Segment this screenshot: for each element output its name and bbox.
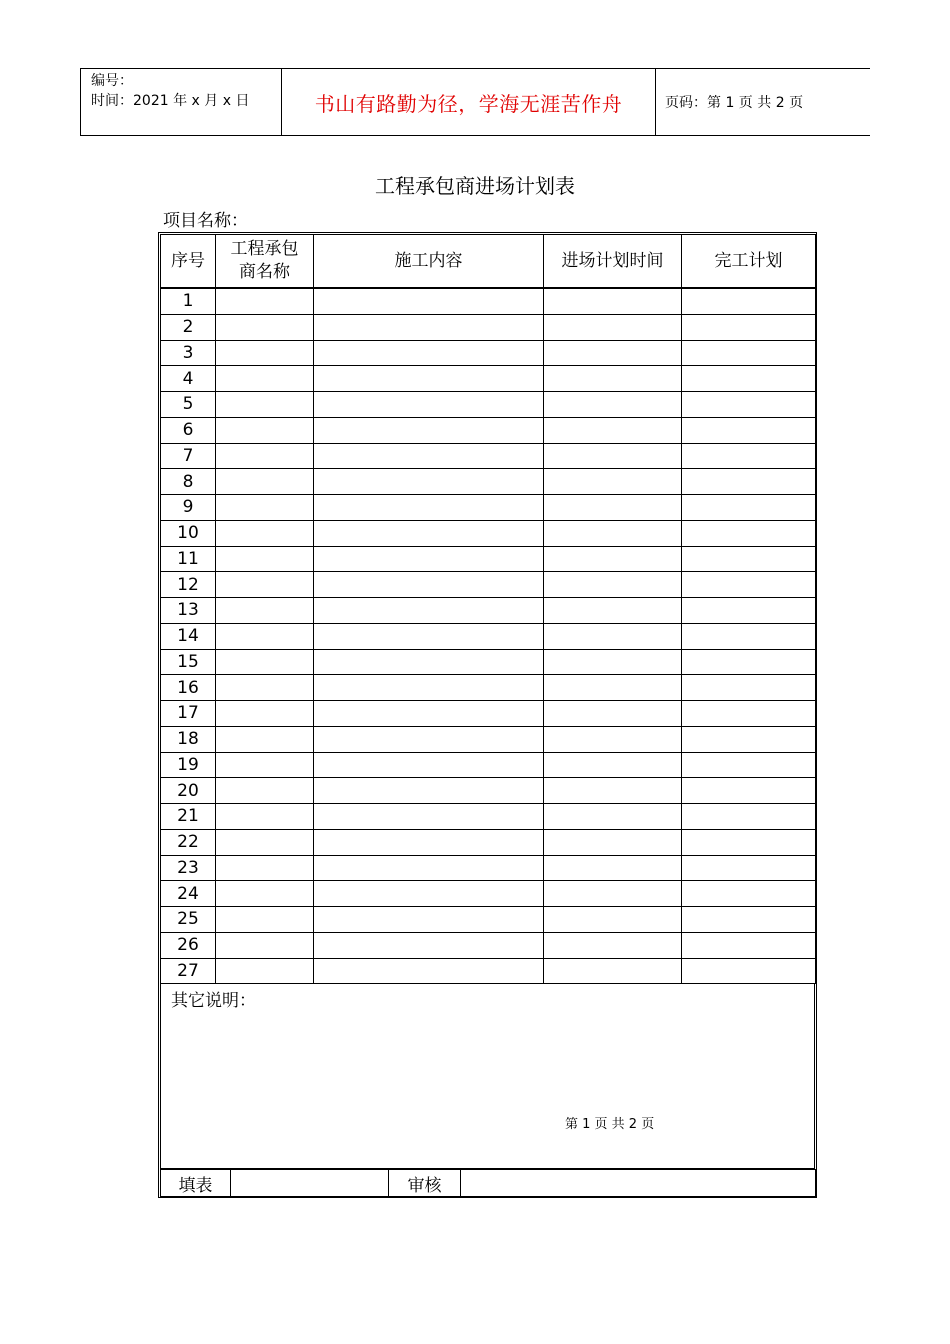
content-cell[interactable] xyxy=(314,726,544,752)
table-row xyxy=(161,958,816,984)
table-row xyxy=(161,804,816,830)
table-row xyxy=(161,443,816,469)
content-cell[interactable] xyxy=(314,598,544,624)
contractor-cell[interactable] xyxy=(216,392,314,418)
contractor-cell[interactable] xyxy=(216,855,314,881)
content-cell[interactable] xyxy=(314,752,544,778)
contractor-cell[interactable] xyxy=(216,804,314,830)
row-number: 11 xyxy=(161,546,216,572)
table-row xyxy=(161,752,816,778)
reviewer-label: 审核 xyxy=(389,1170,461,1197)
entry-time-cell[interactable] xyxy=(544,932,682,958)
entry-time-cell[interactable] xyxy=(544,907,682,933)
entry-time-cell[interactable] xyxy=(544,778,682,804)
content-cell[interactable] xyxy=(314,392,544,418)
contractor-cell[interactable] xyxy=(216,495,314,521)
content-cell[interactable] xyxy=(314,314,544,340)
completion-cell[interactable] xyxy=(682,958,816,984)
table-row xyxy=(161,726,816,752)
row-number: 19 xyxy=(161,752,216,778)
row-number: 12 xyxy=(161,572,216,598)
header-page-code: 页码：第 1 页 共 2 页 xyxy=(665,95,804,111)
plan-table xyxy=(160,234,816,984)
document-header xyxy=(80,68,870,136)
contractor-cell[interactable] xyxy=(216,314,314,340)
entry-time-cell[interactable] xyxy=(544,649,682,675)
completion-cell[interactable] xyxy=(682,649,816,675)
contractor-cell[interactable] xyxy=(216,752,314,778)
completion-cell[interactable] xyxy=(682,520,816,546)
row-number: 13 xyxy=(161,598,216,624)
completion-cell[interactable] xyxy=(682,443,816,469)
table-row xyxy=(161,675,816,701)
entry-time-cell[interactable] xyxy=(544,804,682,830)
table-row xyxy=(161,855,816,881)
content-cell[interactable] xyxy=(314,675,544,701)
content-cell[interactable] xyxy=(314,288,544,314)
table-row xyxy=(161,469,816,495)
row-number: 1 xyxy=(161,288,216,314)
contractor-cell[interactable] xyxy=(216,546,314,572)
entry-time-cell[interactable] xyxy=(544,366,682,392)
entry-time-cell[interactable] xyxy=(544,495,682,521)
entry-time-cell[interactable] xyxy=(544,520,682,546)
contractor-cell[interactable] xyxy=(216,675,314,701)
date-label: 时间：2021 年 x 月 x 日 xyxy=(91,93,250,109)
content-cell[interactable] xyxy=(314,469,544,495)
content-cell[interactable] xyxy=(314,520,544,546)
table-row xyxy=(161,366,816,392)
notes-section xyxy=(160,983,815,1169)
completion-cell[interactable] xyxy=(682,495,816,521)
number-label: 编号： xyxy=(91,73,133,89)
content-cell[interactable] xyxy=(314,546,544,572)
row-number: 10 xyxy=(161,520,216,546)
row-number: 17 xyxy=(161,701,216,727)
content-cell[interactable] xyxy=(314,572,544,598)
contractor-cell[interactable] xyxy=(216,701,314,727)
content-cell[interactable] xyxy=(314,340,544,366)
page-footer: 第 1 页 共 2 页 xyxy=(565,1117,655,1132)
entry-time-cell[interactable] xyxy=(544,855,682,881)
table-row xyxy=(161,417,816,443)
table-row xyxy=(161,392,816,418)
content-cell[interactable] xyxy=(314,958,544,984)
completion-cell[interactable] xyxy=(682,726,816,752)
content-cell[interactable] xyxy=(314,443,544,469)
table-row xyxy=(161,623,816,649)
notes-label: 其它说明： xyxy=(171,991,256,1011)
header-cell-entry-time: 进场计划时间 xyxy=(544,235,682,289)
row-number: 14 xyxy=(161,623,216,649)
row-number: 21 xyxy=(161,804,216,830)
contractor-cell[interactable] xyxy=(216,649,314,675)
completion-cell[interactable] xyxy=(682,392,816,418)
contractor-cell[interactable] xyxy=(216,340,314,366)
completion-cell[interactable] xyxy=(682,623,816,649)
row-number: 24 xyxy=(161,881,216,907)
entry-time-cell[interactable] xyxy=(544,392,682,418)
contractor-cell[interactable] xyxy=(216,288,314,314)
content-cell[interactable] xyxy=(314,932,544,958)
row-number: 16 xyxy=(161,675,216,701)
contractor-cell[interactable] xyxy=(216,443,314,469)
contractor-cell[interactable] xyxy=(216,778,314,804)
row-number: 3 xyxy=(161,340,216,366)
header-cell-seq: 序号 xyxy=(161,235,216,289)
row-number: 18 xyxy=(161,726,216,752)
content-cell[interactable] xyxy=(314,804,544,830)
completion-cell[interactable] xyxy=(682,366,816,392)
filler-label: 填表 xyxy=(161,1170,231,1197)
entry-time-cell[interactable] xyxy=(544,675,682,701)
project-name-label: 项目名称： xyxy=(163,211,248,231)
completion-cell[interactable] xyxy=(682,932,816,958)
table-row xyxy=(161,778,816,804)
row-number: 26 xyxy=(161,932,216,958)
completion-cell[interactable] xyxy=(682,288,816,314)
row-number: 8 xyxy=(161,469,216,495)
table-row xyxy=(161,881,816,907)
content-cell[interactable] xyxy=(314,649,544,675)
entry-time-cell[interactable] xyxy=(544,314,682,340)
entry-time-cell[interactable] xyxy=(544,340,682,366)
table-header-row xyxy=(161,235,816,289)
contractor-cell[interactable] xyxy=(216,958,314,984)
page-title: 工程承包商进场计划表 xyxy=(375,174,575,198)
completion-cell[interactable] xyxy=(682,469,816,495)
row-number: 4 xyxy=(161,366,216,392)
completion-cell[interactable] xyxy=(682,778,816,804)
header-motto: 书山有路勤为径，学海无涯苦作舟 xyxy=(282,69,656,135)
header-cell-content: 施工内容 xyxy=(314,235,544,289)
completion-cell[interactable] xyxy=(682,598,816,624)
completion-cell[interactable] xyxy=(682,855,816,881)
contractor-cell[interactable] xyxy=(216,623,314,649)
entry-time-cell[interactable] xyxy=(544,958,682,984)
header-meta xyxy=(81,69,282,135)
entry-time-cell[interactable] xyxy=(544,443,682,469)
content-cell[interactable] xyxy=(314,701,544,727)
content-cell[interactable] xyxy=(314,495,544,521)
completion-cell[interactable] xyxy=(682,829,816,855)
table-row xyxy=(161,572,816,598)
contractor-cell[interactable] xyxy=(216,907,314,933)
entry-time-cell[interactable] xyxy=(544,572,682,598)
table-row xyxy=(161,829,816,855)
content-cell[interactable] xyxy=(314,417,544,443)
content-cell[interactable] xyxy=(314,881,544,907)
completion-cell[interactable] xyxy=(682,752,816,778)
row-number: 6 xyxy=(161,417,216,443)
contractor-cell[interactable] xyxy=(216,469,314,495)
completion-cell[interactable] xyxy=(682,340,816,366)
completion-cell[interactable] xyxy=(682,804,816,830)
completion-cell[interactable] xyxy=(682,546,816,572)
entry-time-cell[interactable] xyxy=(544,701,682,727)
contractor-cell[interactable] xyxy=(216,366,314,392)
entry-time-cell[interactable] xyxy=(544,829,682,855)
table-row xyxy=(161,546,816,572)
completion-cell[interactable] xyxy=(682,907,816,933)
reviewer-field[interactable] xyxy=(461,1170,816,1197)
row-number: 23 xyxy=(161,855,216,881)
table-row xyxy=(161,340,816,366)
table-row xyxy=(161,288,816,314)
row-number: 20 xyxy=(161,778,216,804)
content-cell[interactable] xyxy=(314,623,544,649)
row-number: 27 xyxy=(161,958,216,984)
table-row xyxy=(161,520,816,546)
entry-time-cell[interactable] xyxy=(544,546,682,572)
row-number: 25 xyxy=(161,907,216,933)
row-number: 22 xyxy=(161,829,216,855)
sign-row xyxy=(160,1169,816,1197)
contractor-cell[interactable] xyxy=(216,829,314,855)
completion-cell[interactable] xyxy=(682,881,816,907)
table-row xyxy=(161,649,816,675)
contractor-cell[interactable] xyxy=(216,726,314,752)
entry-time-cell[interactable] xyxy=(544,417,682,443)
completion-cell[interactable] xyxy=(682,314,816,340)
row-number: 5 xyxy=(161,392,216,418)
contractor-cell[interactable] xyxy=(216,598,314,624)
content-cell[interactable] xyxy=(314,855,544,881)
contractor-cell[interactable] xyxy=(216,932,314,958)
row-number: 15 xyxy=(161,649,216,675)
completion-cell[interactable] xyxy=(682,701,816,727)
table-row xyxy=(161,907,816,933)
row-number: 7 xyxy=(161,443,216,469)
content-cell[interactable] xyxy=(314,778,544,804)
completion-cell[interactable] xyxy=(682,417,816,443)
row-number: 2 xyxy=(161,314,216,340)
completion-cell[interactable] xyxy=(682,675,816,701)
header-cell-completion: 完工计划 xyxy=(682,235,816,289)
table-row xyxy=(161,701,816,727)
content-cell[interactable] xyxy=(314,366,544,392)
contractor-cell[interactable] xyxy=(216,417,314,443)
table-row xyxy=(161,495,816,521)
entry-time-cell[interactable] xyxy=(544,598,682,624)
table-row xyxy=(161,932,816,958)
contractor-cell[interactable] xyxy=(216,881,314,907)
filler-field[interactable] xyxy=(231,1170,389,1197)
entry-time-cell[interactable] xyxy=(544,726,682,752)
completion-cell[interactable] xyxy=(682,572,816,598)
content-cell[interactable] xyxy=(314,907,544,933)
entry-time-cell[interactable] xyxy=(544,288,682,314)
row-number: 9 xyxy=(161,495,216,521)
entry-time-cell[interactable] xyxy=(544,469,682,495)
entry-time-cell[interactable] xyxy=(544,881,682,907)
table-row xyxy=(161,314,816,340)
contractor-cell[interactable] xyxy=(216,572,314,598)
content-cell[interactable] xyxy=(314,829,544,855)
contractor-cell[interactable] xyxy=(216,520,314,546)
table-row xyxy=(161,598,816,624)
entry-time-cell[interactable] xyxy=(544,623,682,649)
entry-time-cell[interactable] xyxy=(544,752,682,778)
header-cell-contractor: 工程承包商名称 xyxy=(216,235,314,289)
